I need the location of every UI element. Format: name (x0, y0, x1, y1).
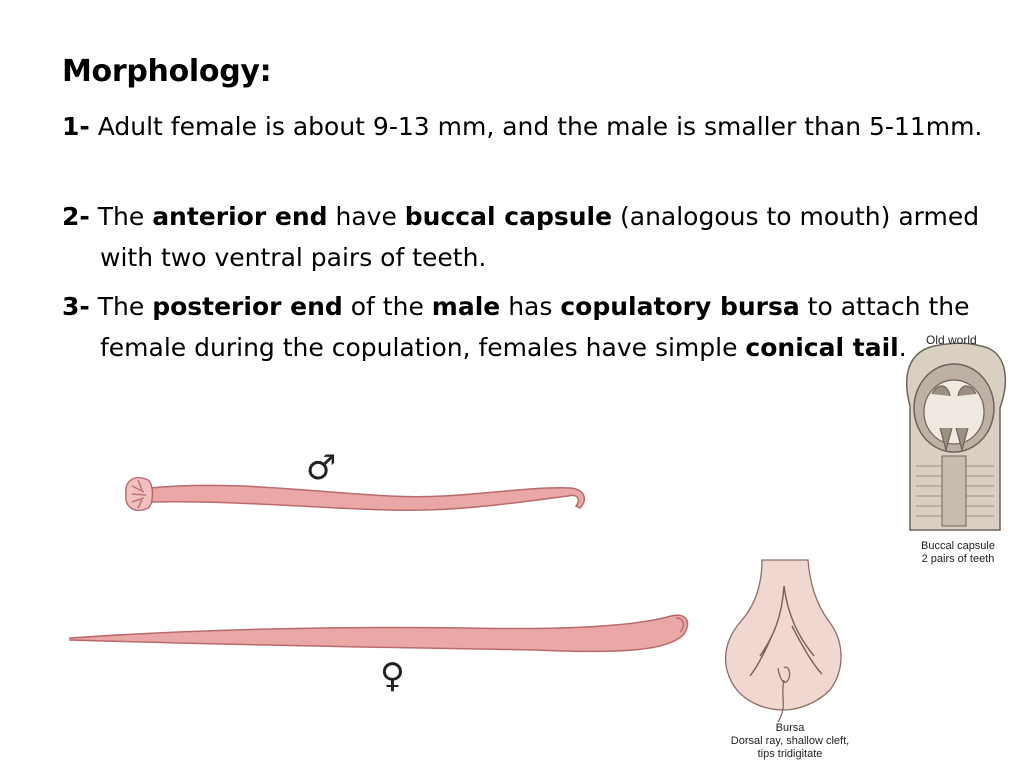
point-2-mid: have (335, 202, 397, 231)
bursa-caption-line-1: Bursa (775, 722, 805, 734)
male-worm-image (110, 450, 600, 530)
point-3-bold-copulatory-bursa: copulatory bursa (560, 292, 800, 321)
point-2-pre: The (97, 202, 145, 231)
buccal-caption (908, 540, 1008, 566)
point-1 (62, 106, 990, 147)
female-symbol: ♀ (380, 656, 405, 696)
slide-heading: Morphology: (62, 54, 272, 89)
point-3 (62, 286, 990, 368)
buccal-caption-line-1: Buccal capsule (921, 540, 995, 552)
point-2-number: 2- (62, 202, 90, 231)
point-3-pre: The (97, 292, 145, 321)
male-symbol: ♂ (306, 448, 337, 488)
point-2 (62, 196, 990, 278)
point-3-number: 3- (62, 292, 90, 321)
buccal-capsule-image (888, 316, 1024, 536)
point-2-post: (analogous to mouth) armed with two ventral pairs of teeth. (100, 202, 980, 272)
point-3-mid1: of the (350, 292, 424, 321)
point-3-end: . (898, 333, 907, 362)
bursa-caption-line-3: tips tridigitate (757, 748, 823, 760)
point-3-bold-posterior-end: posterior end (152, 292, 343, 321)
bursa-caption-line-2: Dorsal ray, shallow cleft, (730, 735, 850, 747)
point-1-number: 1- (62, 112, 90, 141)
point-1-text: Adult female is about 9-13 mm, and the male is smaller than 5-11mm. (97, 112, 983, 141)
point-3-bold-male: male (431, 292, 501, 321)
point-3-post: to attach the female during the copulation, females have simple (100, 292, 970, 362)
point-3-mid2: has (508, 292, 553, 321)
buccal-caption-line-2: 2 pairs of teeth (921, 553, 995, 565)
bursa-caption (722, 722, 858, 761)
point-3-bold-conical-tail: conical tail (745, 333, 899, 362)
point-2-bold-anterior-end: anterior end (152, 202, 328, 231)
old-world-label: Old world (926, 333, 977, 347)
bursa-image (718, 556, 858, 726)
point-2-bold-buccal-capsule: buccal capsule (404, 202, 613, 231)
